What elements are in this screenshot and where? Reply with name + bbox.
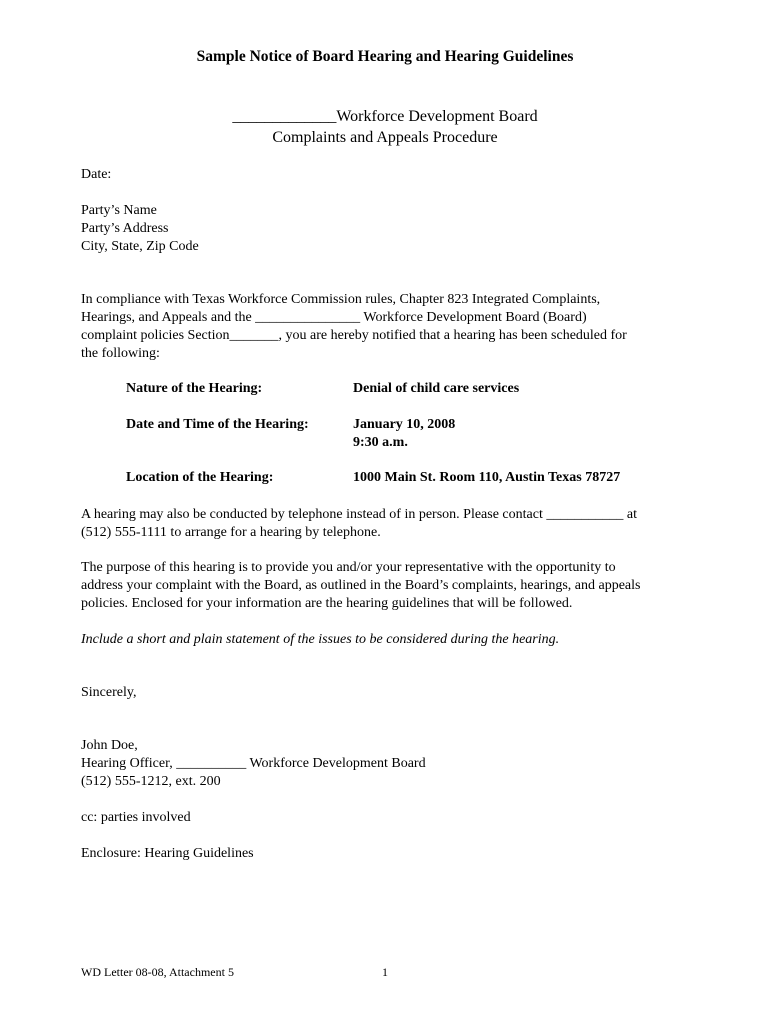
closing: Sincerely, xyxy=(81,685,137,700)
location-value: 1000 Main St. Room 110, Austin Texas 78727 xyxy=(353,470,621,485)
purpose-line-2: address your complaint with the Board, as outlined in the Board’s complaints, hearings, and appeals xyxy=(81,578,641,593)
signatory-name: John Doe, xyxy=(81,738,138,753)
time-value: 9:30 a.m. xyxy=(353,435,408,450)
telephone-paragraph xyxy=(81,506,693,542)
cc-line: cc: parties involved xyxy=(81,810,191,825)
datetime-label: Date and Time of the Hearing: xyxy=(126,417,309,432)
purpose-line-3: policies. Enclosed for your information are the hearing guidelines that will be followed. xyxy=(81,596,573,611)
party-address: Party’s Address xyxy=(81,221,169,236)
telephone-line-2: (512) 555-1111 to arrange for a hearing by telephone. xyxy=(81,525,381,540)
document-title: Sample Notice of Board Hearing and Hearing Guidelines xyxy=(196,48,574,65)
intro-line-3: complaint policies Section_______, you are hereby notified that a hearing has been scheduled for xyxy=(81,328,627,343)
intro-paragraph xyxy=(81,291,693,363)
date-label: Date: xyxy=(81,167,112,182)
party-name: Party’s Name xyxy=(81,203,157,218)
nature-label: Nature of the Hearing: xyxy=(126,381,263,396)
date-value: January 10, 2008 xyxy=(353,417,456,432)
instruction-text: Include a short and plain statement of the issues to be considered during the hearing. xyxy=(81,632,560,647)
purpose-line-1: The purpose of this hearing is to provide you and/or your representative with the opportunity to xyxy=(81,560,616,575)
board-name-line: _____________Workforce Development Board xyxy=(232,108,538,125)
nature-value: Denial of child care services xyxy=(353,381,520,396)
intro-line-2: Hearings, and Appeals and the _______________ Workforce Development Board (Board) xyxy=(81,310,587,325)
signatory-title: Hearing Officer, __________ Workforce Development Board xyxy=(81,756,426,771)
intro-line-1: In compliance with Texas Workforce Commission rules, Chapter 823 Integrated Complaints, xyxy=(81,292,601,307)
enclosure-line: Enclosure: Hearing Guidelines xyxy=(81,846,254,861)
signatory-phone: (512) 555-1212, ext. 200 xyxy=(81,774,221,789)
page-number: 1 xyxy=(382,965,388,979)
location-label: Location of the Hearing: xyxy=(126,470,274,485)
party-city-state-zip: City, State, Zip Code xyxy=(81,239,199,254)
intro-line-4: the following: xyxy=(81,346,160,361)
footer-reference: WD Letter 08-08, Attachment 5 xyxy=(81,965,234,979)
procedure-title: Complaints and Appeals Procedure xyxy=(272,129,498,146)
telephone-line-1: A hearing may also be conducted by telephone instead of in person. Please contact ___________ at xyxy=(81,507,637,522)
purpose-paragraph xyxy=(81,559,693,613)
